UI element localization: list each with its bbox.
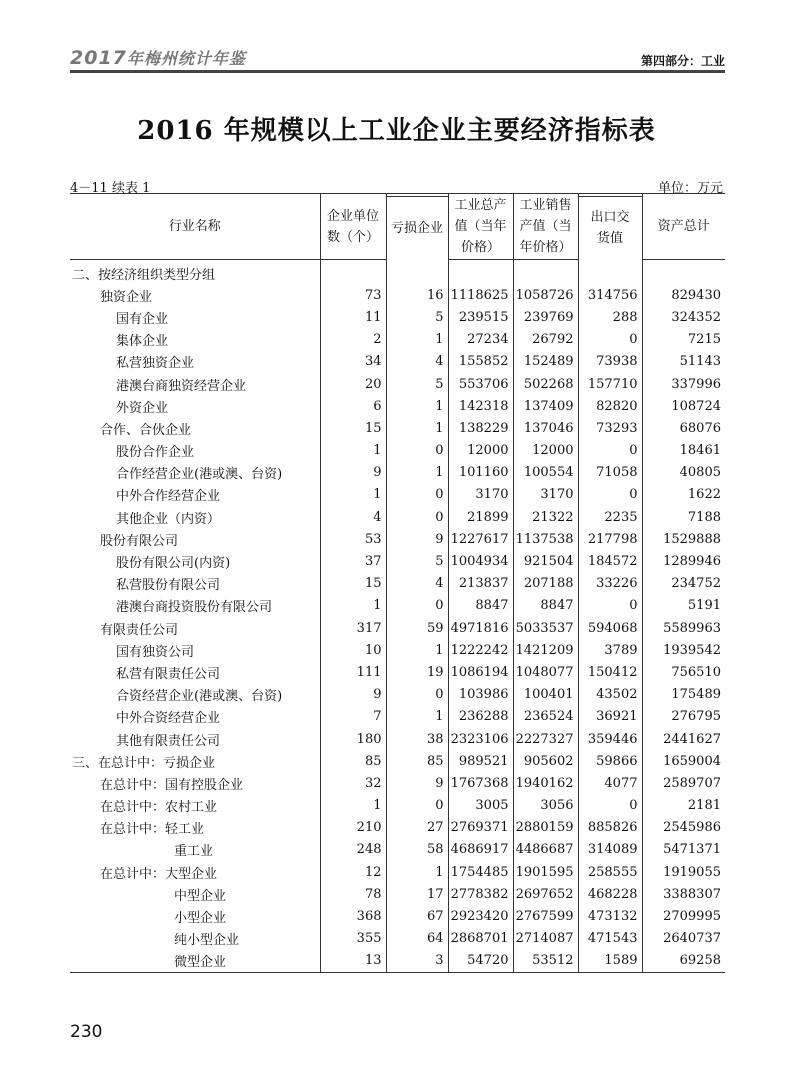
row-value: 2709995 xyxy=(642,905,725,927)
row-value: 1 xyxy=(386,417,448,439)
row-value: 2181 xyxy=(642,795,725,817)
table-row xyxy=(70,506,725,528)
row-value: 8847 xyxy=(513,595,578,617)
row-value: 59866 xyxy=(578,750,642,772)
row-value: 1754485 xyxy=(448,861,513,883)
row-value: 314756 xyxy=(578,284,642,306)
row-value: 54720 xyxy=(448,950,513,973)
row-value: 15 xyxy=(320,417,386,439)
row-value: 4971816 xyxy=(448,617,513,639)
row-value: 5 xyxy=(386,373,448,395)
table-row xyxy=(70,639,725,661)
table-id: 4－11 续表 1 xyxy=(70,181,151,196)
row-value: 21899 xyxy=(448,506,513,528)
table-row xyxy=(70,772,725,794)
row-value: 236288 xyxy=(448,706,513,728)
row-label: 外资企业 xyxy=(116,400,169,416)
row-label: 微型企业 xyxy=(70,950,320,973)
row-value: 53 xyxy=(320,528,386,550)
table-row xyxy=(70,861,725,883)
row-value: 103986 xyxy=(448,684,513,706)
row-value: 1421209 xyxy=(513,639,578,661)
row-value xyxy=(513,260,578,285)
table-row xyxy=(70,817,725,839)
row-value: 553706 xyxy=(448,373,513,395)
row-value: 73293 xyxy=(578,417,642,439)
row-value: 82820 xyxy=(578,395,642,417)
row-value: 276795 xyxy=(642,706,725,728)
row-value: 34 xyxy=(320,351,386,373)
yearbook-name: 年梅州统计年鉴 xyxy=(126,49,246,68)
row-value: 1767368 xyxy=(448,772,513,794)
row-value: 4686917 xyxy=(448,839,513,861)
row-value: 1919055 xyxy=(642,861,725,883)
row-value: 1 xyxy=(320,595,386,617)
row-label: 在总计中：国有控股企业 xyxy=(100,777,244,793)
row-value: 288 xyxy=(578,306,642,328)
table-row xyxy=(70,373,725,395)
row-label: 其他有限责任公司 xyxy=(116,733,221,749)
row-value: 905602 xyxy=(513,750,578,772)
row-label: 在总计中：轻工业 xyxy=(100,822,205,838)
table-row xyxy=(70,484,725,506)
row-value: 175489 xyxy=(642,684,725,706)
row-value: 2767599 xyxy=(513,905,578,927)
table-row xyxy=(70,928,725,950)
row-value: 12000 xyxy=(513,440,578,462)
row-label: 私营有限责任公司 xyxy=(116,666,221,682)
header-rule xyxy=(70,70,725,73)
row-value: 73938 xyxy=(578,351,642,373)
table-row xyxy=(70,839,725,861)
row-value: 43502 xyxy=(578,684,642,706)
row-label: 合资经营企业(港或澳、台资) xyxy=(116,689,283,705)
col-header-assets: 资产总计 xyxy=(642,194,725,260)
row-label: 三、在总计中：亏损企业 xyxy=(72,755,216,771)
row-value: 150412 xyxy=(578,661,642,683)
row-value: 324352 xyxy=(642,306,725,328)
row-value: 157710 xyxy=(578,373,642,395)
row-value: 9 xyxy=(320,462,386,484)
row-value: 594068 xyxy=(578,617,642,639)
row-label: 国有独资公司 xyxy=(116,644,195,660)
row-value: 26792 xyxy=(513,329,578,351)
row-label: 纯小型企业 xyxy=(174,933,240,949)
row-value: 59 xyxy=(386,617,448,639)
yearbook-title xyxy=(70,46,246,69)
row-value: 58 xyxy=(386,839,448,861)
row-value: 71058 xyxy=(578,462,642,484)
row-value: 5033537 xyxy=(513,617,578,639)
row-value: 138229 xyxy=(448,417,513,439)
row-value: 1289946 xyxy=(642,550,725,572)
row-value: 1940162 xyxy=(513,772,578,794)
row-value: 0 xyxy=(386,595,448,617)
row-value: 217798 xyxy=(578,528,642,550)
row-value: 5589963 xyxy=(642,617,725,639)
table-row xyxy=(70,661,725,683)
row-value: 239515 xyxy=(448,306,513,328)
row-value: 33226 xyxy=(578,573,642,595)
row-value: 9 xyxy=(320,684,386,706)
row-value: 5191 xyxy=(642,595,725,617)
col-header-sales: 工业销售 产值（当 年价格） xyxy=(513,194,578,260)
col-header-export: 出口交 货值 xyxy=(578,197,642,260)
row-value: 78 xyxy=(320,883,386,905)
row-value: 5 xyxy=(386,550,448,572)
row-value: 1222242 xyxy=(448,639,513,661)
row-value: 1118625 xyxy=(448,284,513,306)
row-value: 213837 xyxy=(448,573,513,595)
row-value: 468228 xyxy=(578,883,642,905)
row-value: 1 xyxy=(386,462,448,484)
table-row xyxy=(70,462,725,484)
row-value: 359446 xyxy=(578,728,642,750)
row-label: 港澳台商独资经营企业 xyxy=(116,378,247,394)
row-label: 有限责任公司 xyxy=(100,622,179,638)
row-value: 1529888 xyxy=(642,528,725,550)
row-value: 207188 xyxy=(513,573,578,595)
row-value: 0 xyxy=(578,329,642,351)
row-value: 2323106 xyxy=(448,728,513,750)
row-value: 27 xyxy=(386,817,448,839)
row-value: 100401 xyxy=(513,684,578,706)
row-value: 2 xyxy=(320,329,386,351)
table-row xyxy=(70,617,725,639)
row-value: 3170 xyxy=(513,484,578,506)
row-value: 2880159 xyxy=(513,817,578,839)
row-value: 155852 xyxy=(448,351,513,373)
row-value: 12 xyxy=(320,861,386,883)
row-label: 中外合作经营企业 xyxy=(116,489,221,505)
row-value: 2589707 xyxy=(642,772,725,794)
row-value: 20 xyxy=(320,373,386,395)
row-value: 9 xyxy=(386,772,448,794)
row-value: 19 xyxy=(386,661,448,683)
row-value: 1659004 xyxy=(642,750,725,772)
row-value: 2714087 xyxy=(513,928,578,950)
row-value: 502268 xyxy=(513,373,578,395)
row-value: 234752 xyxy=(642,573,725,595)
row-label: 股份有限公司 xyxy=(100,533,179,549)
row-value: 8847 xyxy=(448,595,513,617)
row-label: 股份有限公司(内资) xyxy=(116,556,231,572)
col-header-name: 行业名称 xyxy=(70,194,320,260)
col-header-loss: 亏损企业 xyxy=(386,197,448,260)
row-value: 248 xyxy=(320,839,386,861)
row-value: 85 xyxy=(320,750,386,772)
table-row xyxy=(70,284,725,306)
row-value: 152489 xyxy=(513,351,578,373)
section-label: 第四部分：工业 xyxy=(640,54,725,68)
row-label: 二、按经济组织类型分组 xyxy=(72,267,216,283)
row-label: 股份合作企业 xyxy=(116,445,195,461)
table-row xyxy=(70,528,725,550)
row-value: 1048077 xyxy=(513,661,578,683)
row-value: 17 xyxy=(386,883,448,905)
row-label: 集体企业 xyxy=(116,334,169,350)
row-value: 137409 xyxy=(513,395,578,417)
row-value: 1058726 xyxy=(513,284,578,306)
row-value: 32 xyxy=(320,772,386,794)
row-label: 中型企业 xyxy=(174,888,227,904)
running-header xyxy=(70,46,725,70)
row-value: 1137538 xyxy=(513,528,578,550)
row-value: 1227617 xyxy=(448,528,513,550)
row-value: 0 xyxy=(386,484,448,506)
row-value: 180 xyxy=(320,728,386,750)
row-value: 11 xyxy=(320,306,386,328)
row-value: 3005 xyxy=(448,795,513,817)
row-value: 3056 xyxy=(513,795,578,817)
row-value: 4 xyxy=(320,506,386,528)
table-row xyxy=(70,573,725,595)
row-value: 989521 xyxy=(448,750,513,772)
row-value: 756510 xyxy=(642,661,725,683)
row-value: 7 xyxy=(320,706,386,728)
row-label: 在总计中：大型企业 xyxy=(100,866,218,882)
row-value: 1939542 xyxy=(642,639,725,661)
row-value: 53512 xyxy=(513,950,578,973)
row-value: 13 xyxy=(320,950,386,973)
row-value: 2545986 xyxy=(642,817,725,839)
table-row xyxy=(70,306,725,328)
row-value: 1004934 xyxy=(448,550,513,572)
row-value: 236524 xyxy=(513,706,578,728)
row-value: 368 xyxy=(320,905,386,927)
row-value: 337996 xyxy=(642,373,725,395)
indicator-table xyxy=(70,193,725,973)
col-header-units: 企业单位 数（个） xyxy=(320,194,386,260)
row-label: 重工业 xyxy=(174,844,214,860)
row-value: 2640737 xyxy=(642,928,725,950)
row-value xyxy=(448,260,513,285)
row-value: 21322 xyxy=(513,506,578,528)
row-label: 在总计中：农村工业 xyxy=(100,800,218,816)
row-label: 其他企业（内资） xyxy=(116,511,221,527)
row-value: 1 xyxy=(386,861,448,883)
row-value: 68076 xyxy=(642,417,725,439)
row-value: 1622 xyxy=(642,484,725,506)
row-value: 64 xyxy=(386,928,448,950)
row-value: 471543 xyxy=(578,928,642,950)
table-row xyxy=(70,260,725,285)
row-label: 私营独资企业 xyxy=(116,356,195,372)
row-value: 1 xyxy=(386,395,448,417)
row-value: 69258 xyxy=(642,950,725,973)
row-value: 0 xyxy=(386,684,448,706)
row-value: 2868701 xyxy=(448,928,513,950)
row-label: 独资企业 xyxy=(100,289,153,305)
row-value: 15 xyxy=(320,573,386,595)
row-value: 40805 xyxy=(642,462,725,484)
table-row xyxy=(70,417,725,439)
row-value: 2769371 xyxy=(448,817,513,839)
row-value: 3170 xyxy=(448,484,513,506)
row-value: 108724 xyxy=(642,395,725,417)
row-value: 239769 xyxy=(513,306,578,328)
table-row xyxy=(70,750,725,772)
col-header-output: 工业总产 值（当年 价格） xyxy=(448,194,513,260)
row-value: 18461 xyxy=(642,440,725,462)
row-value: 4 xyxy=(386,351,448,373)
row-value: 1901595 xyxy=(513,861,578,883)
row-label: 合作、合伙企业 xyxy=(100,422,192,438)
table-row xyxy=(70,905,725,927)
row-value: 1 xyxy=(386,639,448,661)
yearbook-year: 2017 xyxy=(70,47,127,69)
row-value: 6 xyxy=(320,395,386,417)
row-value: 37 xyxy=(320,550,386,572)
row-value: 2441627 xyxy=(642,728,725,750)
row-value: 142318 xyxy=(448,395,513,417)
row-value: 184572 xyxy=(578,550,642,572)
row-value: 3 xyxy=(386,950,448,973)
row-value: 4077 xyxy=(578,772,642,794)
table-row xyxy=(70,595,725,617)
row-value: 1 xyxy=(320,484,386,506)
row-value: 9 xyxy=(386,528,448,550)
row-value: 67 xyxy=(386,905,448,927)
row-label: 中外合资经营企业 xyxy=(116,711,221,727)
row-label: 港澳台商投资股份有限公司 xyxy=(116,600,273,616)
row-value: 4 xyxy=(386,573,448,595)
row-value: 829430 xyxy=(642,284,725,306)
row-value: 16 xyxy=(386,284,448,306)
table-row xyxy=(70,795,725,817)
row-value: 1 xyxy=(320,795,386,817)
row-value: 0 xyxy=(386,506,448,528)
row-value: 0 xyxy=(578,595,642,617)
row-value: 7188 xyxy=(642,506,725,528)
row-value: 38 xyxy=(386,728,448,750)
page-number: 230 xyxy=(70,1022,103,1042)
row-value: 4486687 xyxy=(513,839,578,861)
row-value: 317 xyxy=(320,617,386,639)
row-value: 3388307 xyxy=(642,883,725,905)
table-row xyxy=(70,706,725,728)
row-value: 73 xyxy=(320,284,386,306)
table-row xyxy=(70,883,725,905)
row-value: 36921 xyxy=(578,706,642,728)
row-value: 210 xyxy=(320,817,386,839)
table-row xyxy=(70,351,725,373)
row-value: 100554 xyxy=(513,462,578,484)
row-value: 1 xyxy=(320,440,386,462)
row-value: 0 xyxy=(386,440,448,462)
row-value: 1 xyxy=(386,706,448,728)
row-value: 137046 xyxy=(513,417,578,439)
row-value: 7215 xyxy=(642,329,725,351)
row-value: 10 xyxy=(320,639,386,661)
row-value: 2227327 xyxy=(513,728,578,750)
row-value: 111 xyxy=(320,661,386,683)
row-value: 1 xyxy=(386,329,448,351)
row-value: 314089 xyxy=(578,839,642,861)
row-value xyxy=(578,260,642,285)
table-row xyxy=(70,550,725,572)
row-value: 0 xyxy=(578,795,642,817)
row-value: 12000 xyxy=(448,440,513,462)
row-value xyxy=(386,260,448,285)
row-value: 2778382 xyxy=(448,883,513,905)
row-value: 0 xyxy=(578,440,642,462)
row-label: 小型企业 xyxy=(174,911,227,927)
table-row xyxy=(70,395,725,417)
row-value: 1086194 xyxy=(448,661,513,683)
row-value: 473132 xyxy=(578,905,642,927)
row-value: 51143 xyxy=(642,351,725,373)
row-value: 921504 xyxy=(513,550,578,572)
table-row xyxy=(70,440,725,462)
page-title: 2016 年规模以上工业企业主要经济指标表 xyxy=(137,116,656,146)
row-value: 0 xyxy=(386,795,448,817)
row-value: 3789 xyxy=(578,639,642,661)
table-row xyxy=(70,329,725,351)
unit-label: 单位：万元 xyxy=(657,181,723,196)
table-row xyxy=(70,950,725,973)
row-value: 5471371 xyxy=(642,839,725,861)
row-label: 国有企业 xyxy=(116,311,169,327)
table-body xyxy=(70,260,725,973)
row-value: 2923420 xyxy=(448,905,513,927)
row-value: 2235 xyxy=(578,506,642,528)
row-value: 258555 xyxy=(578,861,642,883)
row-value: 355 xyxy=(320,928,386,950)
table-row xyxy=(70,728,725,750)
row-label: 合作经营企业(港或澳、台资) xyxy=(116,467,283,483)
row-value: 0 xyxy=(578,484,642,506)
row-value xyxy=(320,260,386,285)
row-value: 2697652 xyxy=(513,883,578,905)
row-value: 101160 xyxy=(448,462,513,484)
row-value: 5 xyxy=(386,306,448,328)
row-value: 85 xyxy=(386,750,448,772)
row-value: 27234 xyxy=(448,329,513,351)
row-value: 885826 xyxy=(578,817,642,839)
row-value: 1589 xyxy=(578,950,642,973)
row-label: 私营股份有限公司 xyxy=(116,578,221,594)
row-value xyxy=(642,260,725,285)
table-row xyxy=(70,684,725,706)
